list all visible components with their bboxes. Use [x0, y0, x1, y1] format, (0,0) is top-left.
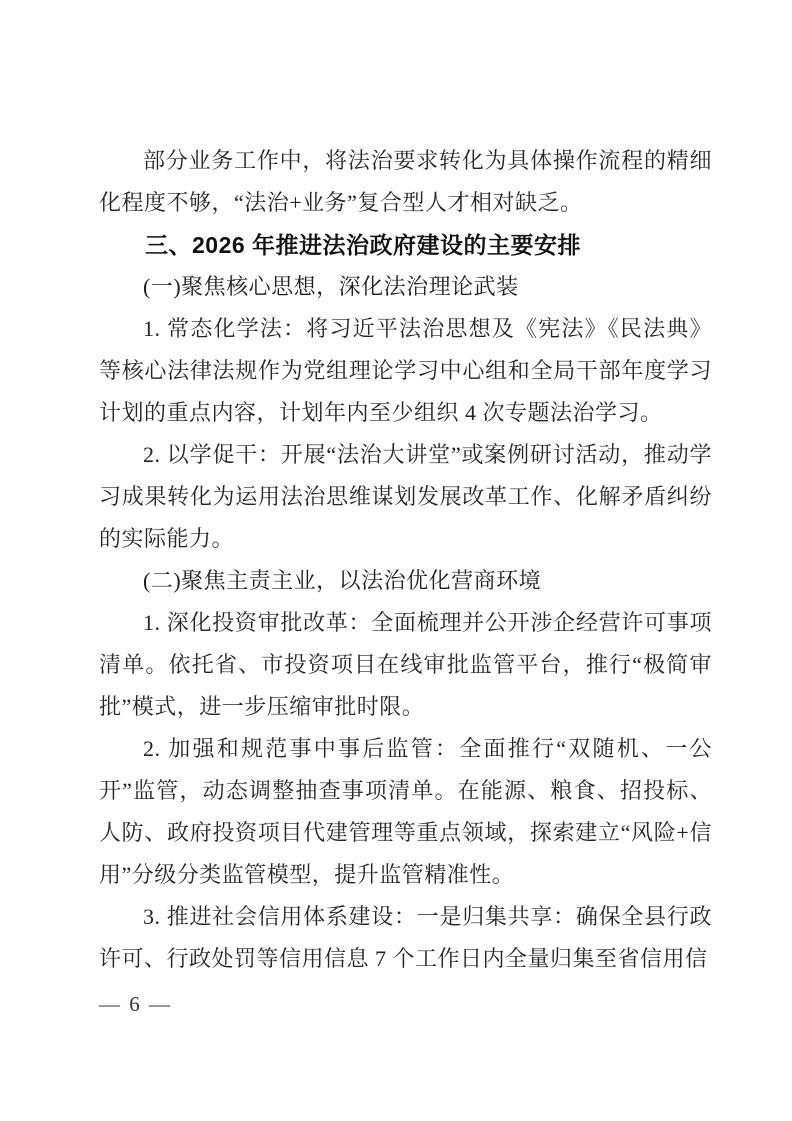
- page-number: — 6 —: [99, 992, 172, 1016]
- paragraph-item-3: 1. 深化投资审批改革：全面梳理并公开涉企经营许可事项清单。依托省、市投资项目在线审批监管平台，推行“极简审批”模式，进一步压缩审批时限。: [99, 610, 712, 719]
- paragraph-item-4: 2. 加强和规范事中事后监管：全面推行“双随机、一公开”监管，动态调整抽查事项清单。在能源、粮食、招投标、人防、政府投资项目代建管理等重点领域，探索建立“风险+信用”分级分类监管模型，提升监管精准性。: [99, 736, 712, 887]
- subsection-heading-1: (一)聚焦核心思想，深化法治理论武装: [143, 274, 519, 299]
- paragraph-item-2: 2. 以学促干：开展“法治大讲堂”或案例研讨活动，推动学习成果转化为运用法治思维谋划发展改革工作、化解矛盾纠纷的实际能力。: [99, 442, 712, 551]
- paragraph-item-1: 1. 常态化学法：将习近平法治思想及《宪法》《民法典》等核心法律法规作为党组理论学习中心组和全局干部年度学习计划的重点内容，计划年内至少组织 4 次专题法治学习。: [99, 316, 712, 425]
- document-body: [99, 140, 712, 980]
- section-heading: 三、2026 年推进法治政府建设的主要安排: [145, 232, 582, 258]
- paragraph-continuation: 部分业务工作中，将法治要求转化为具体操作流程的精细化程度不够，“法治+业务”复合型人才相对缺乏。: [99, 148, 712, 215]
- paragraph-item-5: 3. 推进社会信用体系建设：一是归集共享：确保全县行政许可、行政处罚等信用信息 7 个工作日内全量归集至省信用信: [99, 904, 712, 971]
- subsection-heading-2: (二)聚焦主责主业，以法治优化营商环境: [143, 568, 542, 593]
